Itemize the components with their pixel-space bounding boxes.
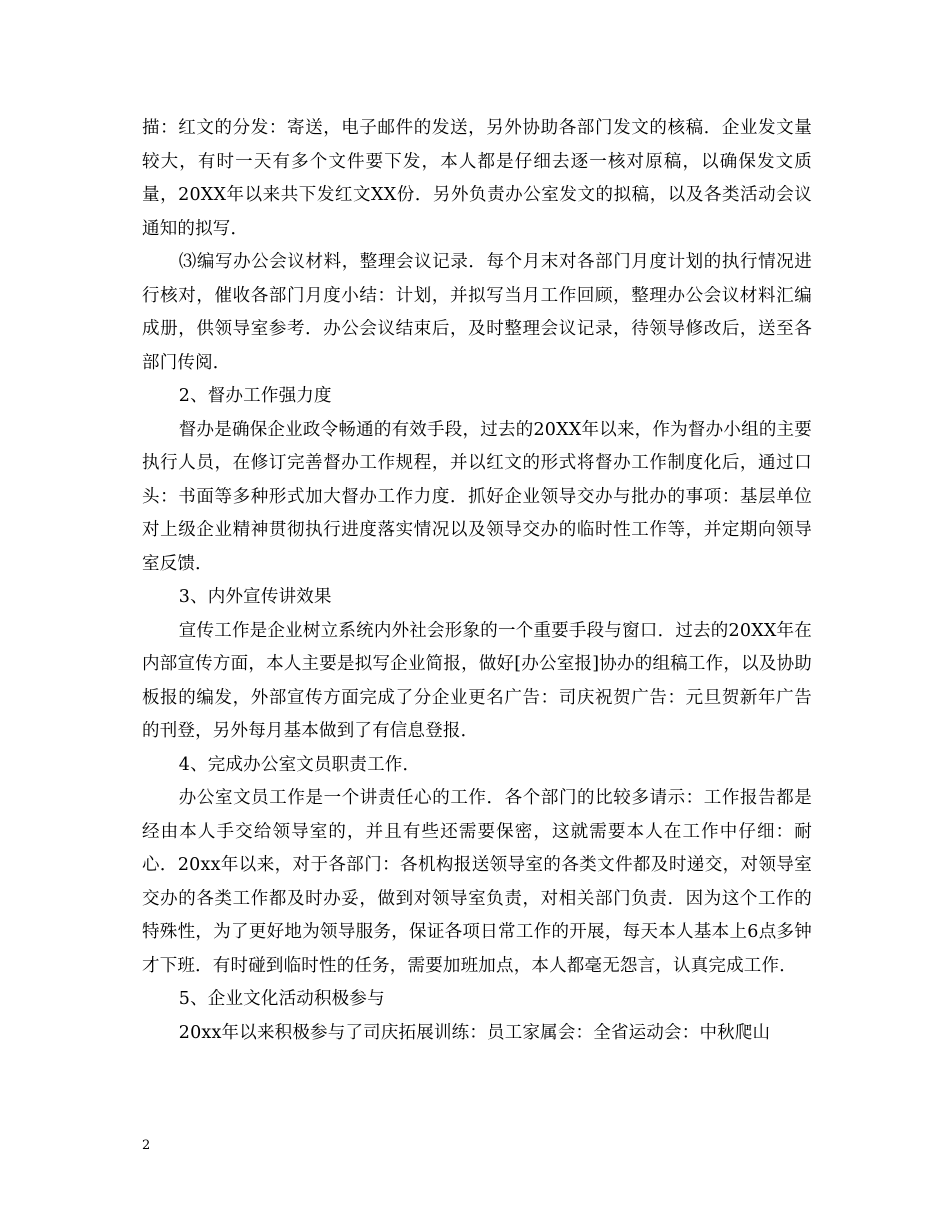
paragraph-4: 宣传工作是企业树立系统内外社会形象的一个重要手段与窗口．过去的20XX年在内部宣传方面，本人主要是拟写企业简报，做好[办公室报]协办的组稿工作，以及协助板报的编发，外部宣传方面完成了分企业更名广告：司庆祝贺广告：元旦贺新年广告的刊登，另外每月基本做到了有信息登报．: [142, 620, 812, 741]
section-heading-4: 4、完成办公室文员职责工作．: [178, 754, 421, 775]
paragraph-2: ⑶编写办公会议材料，整理会议记录．每个月末对各部门月度计划的执行情况进行核对，催收各部门月度小结：计划，并拟写当月工作回顾，整理办公会议材料汇编成册，供领导室参考．办公会议结束后，及时整理会议记录，待领导修改后，送至各部门传阅．: [142, 252, 812, 373]
paragraph-6: 20xx年以来积极参与了司庆拓展训练：员工家属会：全省运动会：中秋爬山: [178, 1022, 771, 1043]
document-body: [142, 112, 812, 1050]
page-number: 2: [142, 1138, 151, 1153]
section-heading-3: 3、内外宣传讲效果: [178, 587, 332, 607]
paragraph-5: 办公室文员工作是一个讲责任心的工作．各个部门的比较多请示：工作报告都是经由本人手交给领导室的，并且有些还需要保密，这就需要本人在工作中仔细：耐心．20xx年以来，对于各部门：各机构报送领导室的各类文件都及时递交，对领导室交办的各类工作都及时办妥，做到对领导室负责，对相关部门负责．因为这个工作的特殊性，为了更好地为领导服务，保证各项日常工作的开展，每天本人基本上6点多钟才下班．有时碰到临时性的任务，需要加班加点，本人都毫无怨言，认真完成工作．: [142, 788, 812, 976]
section-heading-5: 5、企业文化活动积极参与: [178, 989, 385, 1009]
section-heading-2: 2、督办工作强力度: [178, 386, 332, 406]
paragraph-3: 督办是确保企业政令畅通的有效手段，过去的20XX年以来，作为督办小组的主要执行人员，在修订完善督办工作规程，并以红文的形式将督办工作制度化后，通过口头：书面等多种形式加大督办工作力度．抓好企业领导交办与批办的事项：基层单位对上级企业精神贯彻执行进度落实情况以及领导交办的临时性工作等，并定期向领导室反馈．: [142, 419, 812, 574]
paragraph-1: 描：红文的分发：寄送，电子邮件的发送，另外协助各部门发文的核稿．企业发文量较大，有时一天有多个文件要下发，本人都是仔细去逐一核对原稿，以确保发文质量，20XX年以来共下发红文XX份．另外负责办公室发文的拟稿，以及各类活动会议通知的拟写．: [142, 118, 812, 239]
